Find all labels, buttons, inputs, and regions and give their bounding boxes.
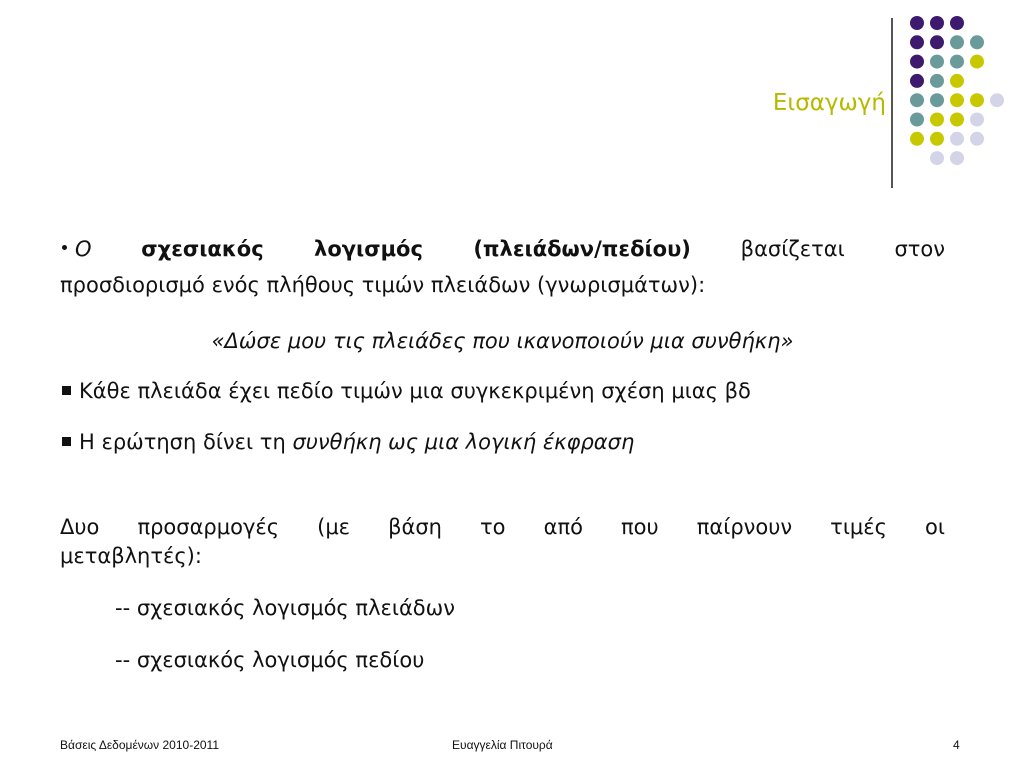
- square-bullet-icon: [62, 437, 71, 446]
- decor-dot: [950, 132, 964, 146]
- decor-dot: [910, 35, 924, 49]
- decor-dot: [930, 35, 944, 49]
- adaptation-item-tuple: -- σχεσιακός λογισμός πλειάδων: [115, 596, 455, 620]
- adaptation-item-domain: -- σχεσιακός λογισμός πεδίου: [115, 648, 425, 672]
- title-divider-line: [891, 18, 893, 188]
- quote-line: [60, 324, 945, 358]
- decor-dot: [950, 113, 964, 127]
- decor-dot: [950, 16, 964, 30]
- bullet-item-2: [60, 425, 945, 459]
- square-bullet-icon: [62, 386, 71, 395]
- decor-dot: [950, 74, 964, 88]
- intro-bold-term: σχεσιακός λογισμός (πλειάδων/πεδίου): [141, 237, 691, 261]
- decor-dot: [970, 55, 984, 69]
- decor-dot: [930, 16, 944, 30]
- adaptations-line-1: Δυο προσαρμογές (με βάση το από που παίρνουν τιμές οι: [60, 515, 945, 539]
- intro-rest: βασίζεται στον: [740, 237, 945, 261]
- bullet-text-2-italic: συνθήκη ως μια λογική έκφραση: [292, 430, 635, 454]
- decor-dot: [930, 151, 944, 165]
- slide-title: Εισαγωγή: [772, 90, 886, 116]
- decor-dot: [910, 55, 924, 69]
- decor-dot: [910, 16, 924, 30]
- decor-dot: [930, 55, 944, 69]
- footer-page-number: 4: [953, 738, 960, 752]
- bullet-item-1: [60, 374, 945, 408]
- decor-dot: [910, 74, 924, 88]
- decor-dot: [970, 132, 984, 146]
- adaptations-line-2: μεταβλητές):: [60, 544, 202, 568]
- decor-dot: [970, 113, 984, 127]
- decor-dot: [910, 93, 924, 107]
- decor-dot: [970, 35, 984, 49]
- bullet-dot-icon: [62, 245, 67, 250]
- decor-dot: [930, 74, 944, 88]
- footer-author: Ευαγγελία Πιτουρά: [452, 738, 553, 752]
- decor-dot: [910, 132, 924, 146]
- decor-dot: [970, 93, 984, 107]
- decor-dot: [950, 93, 964, 107]
- decor-dot: [990, 93, 1004, 107]
- intro-line-2: προσδιορισμό ενός πλήθους τιμών πλειάδων (γνωρισμάτων):: [60, 273, 706, 297]
- bullet-text-1: Κάθε πλειάδα έχει πεδίο τιμών μια συγκεκριμένη σχέση μιας βδ: [79, 379, 751, 403]
- quote-text: «Δώσε μου τις πλειάδες που ικανοποιούν μια συνθήκη»: [211, 329, 794, 353]
- bullet-text-2-normal: Η ερώτηση δίνει τη: [79, 430, 293, 454]
- decor-dot: [930, 113, 944, 127]
- decor-dot: [950, 151, 964, 165]
- decor-dot: [930, 132, 944, 146]
- intro-article: Ο: [75, 237, 92, 261]
- footer-course: Βάσεις Δεδομένων 2010-2011: [60, 738, 219, 752]
- decor-dot: [950, 55, 964, 69]
- decor-dot: [950, 35, 964, 49]
- intro-line-1: [60, 232, 945, 266]
- decor-dot: [930, 93, 944, 107]
- decor-dot: [910, 113, 924, 127]
